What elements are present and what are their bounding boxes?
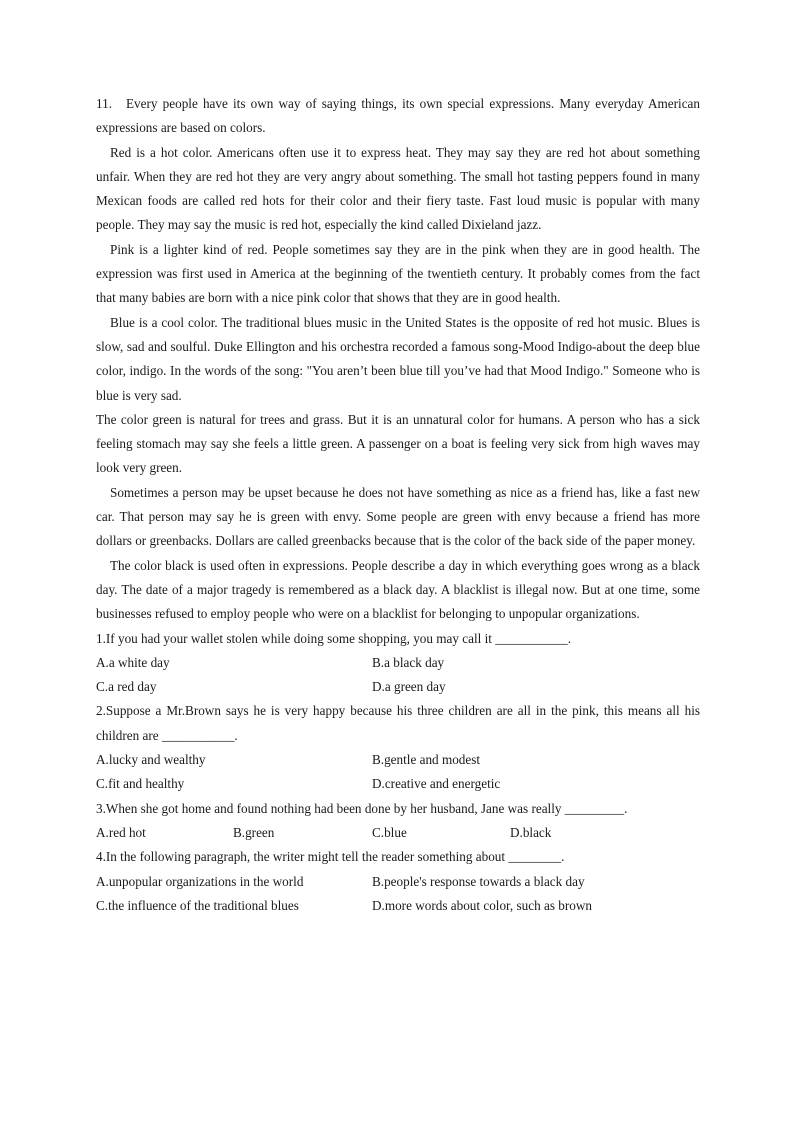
option-d[interactable]: D.more words about color, such as brown xyxy=(372,897,592,913)
paragraph-blue: Blue is a cool color. The traditional blues music in the United States is the opposite of red hot music. Blues is slow, sad and soulful. Duke Ellington and his orchestra recorded a famous song-Mood Indigo-about the deep blue color, indigo. In the words of the song: "You aren’t been blue till you’ve had that Mood Indigo." Someone who is blue is very sad. xyxy=(96,314,700,403)
passage-intro xyxy=(96,92,700,141)
question-4-options xyxy=(96,870,700,919)
option-b[interactable]: B.green xyxy=(233,824,275,840)
option-b[interactable]: B.gentle and modest xyxy=(372,752,481,768)
question-1-options xyxy=(96,651,700,700)
paragraph-green: The color green is natural for trees and grass. But it is an unnatural color for humans. A person who has a sick feeling stomach may say she feels a little green. A passenger on a boat is feeling very sick from high waves may look very green. xyxy=(96,411,700,476)
option-a[interactable]: A.lucky and wealthy xyxy=(96,752,206,768)
option-d[interactable]: D.black xyxy=(510,824,552,840)
paragraph-black: The color black is used often in expressions. People describe a day in which everything goes wrong as a black day. The date of a major tragedy is remembered as a black day. A blacklist is illegal now. But at one time, some businesses refused to employ people who were on a blacklist for belonging to unpopular organizations. xyxy=(96,557,700,622)
option-a[interactable]: A.unpopular organizations in the world xyxy=(96,873,304,889)
passage-number: 11. xyxy=(96,96,112,111)
question-3-options xyxy=(96,821,700,845)
option-c[interactable]: C.fit and healthy xyxy=(96,776,185,792)
paragraph-pink: Pink is a lighter kind of red. People sometimes say they are in the pink when they are in good health. The expression was first used in America at the beginning of the twentieth century. It probably comes from the fact that many babies are born with a nice pink color that shows that they are in good health. xyxy=(96,241,700,306)
document-page xyxy=(96,92,700,918)
option-a[interactable]: A.red hot xyxy=(96,824,146,840)
question-1-stem: 1.If you had your wallet stolen while doing some shopping, you may call it ___________. xyxy=(96,630,572,646)
option-a[interactable]: A.a white day xyxy=(96,654,170,670)
paragraph-red: Red is a hot color. Americans often use it to express heat. They may say they are red hot about something unfair. When they are red hot they are very angry about something. The small hot tasting peppers found in many Mexican foods are called red hots for their color and their fiery taste. Fast loud music is popular with many people. They may say the music is red hot, especially the kind called Dixieland jazz. xyxy=(96,144,700,233)
question-2-options xyxy=(96,748,700,797)
option-c[interactable]: C.blue xyxy=(372,824,407,840)
option-b[interactable]: B.people's response towards a black day xyxy=(372,873,585,889)
question-4-stem: 4.In the following paragraph, the writer might tell the reader something about ________. xyxy=(96,849,565,865)
option-d[interactable]: D.a green day xyxy=(372,679,446,695)
option-c[interactable]: C.the influence of the traditional blues xyxy=(96,897,299,913)
question-3-stem: 3.When she got home and found nothing had been done by her husband, Jane was really _________. xyxy=(96,800,628,816)
option-d[interactable]: D.creative and energetic xyxy=(372,776,501,792)
question-2-stem: 2.Suppose a Mr.Brown says he is very happy because his three children are all in the pink, this means all his children are ___________. xyxy=(96,703,700,743)
option-b[interactable]: B.a black day xyxy=(372,654,445,670)
paragraph-envy: Sometimes a person may be upset because he does not have something as nice as a friend has, like a fast new car. That person may say he is green with envy. Some people are green with envy because a friend has more dollars or greenbacks. Dollars are called greenbacks because that is the color of the back side of the paper money. xyxy=(96,484,700,549)
option-c[interactable]: C.a red day xyxy=(96,679,157,695)
intro-text: Every people have its own way of saying things, its own special expressions. Many everyday American expressions are based on colors. xyxy=(96,96,700,136)
